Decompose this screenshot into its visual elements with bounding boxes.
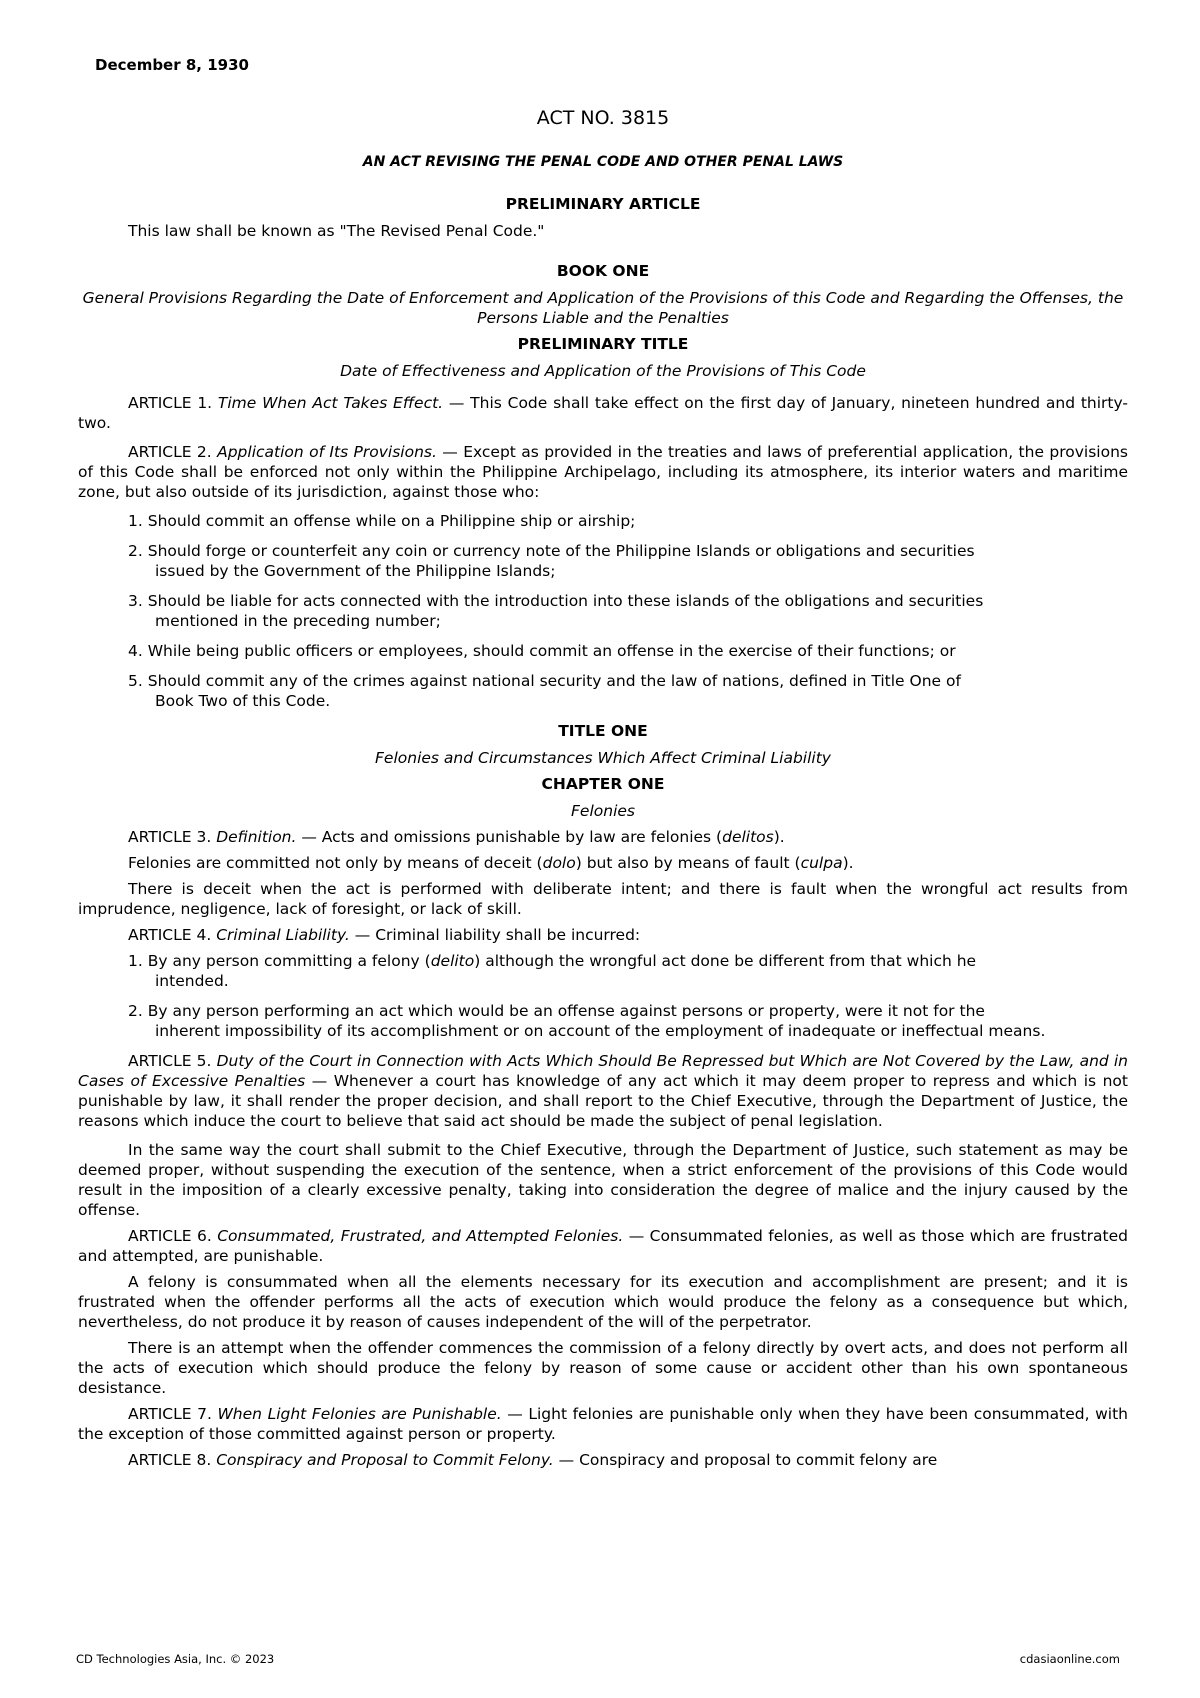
article-6-para-2: A felony is consummated when all the elements necessary for its execution and accomplishment are present; and it is frustrated when the offender performs all the acts of execution which would produce the felony as a consequence but which, nevertheless, do not produce it by reason of causes independent of the will of the perpetrator. — [78, 1273, 1128, 1331]
item-text-continued: mentioned in the preceding number; — [155, 612, 441, 630]
chapter-one-heading: CHAPTER ONE — [541, 775, 665, 793]
item-text: While being public officers or employees, should commit an offense in the exercise of their functions; or — [147, 642, 956, 660]
paragraph-text: ) but also by means of fault ( — [575, 854, 801, 872]
article-label: ARTICLE 1. — [128, 394, 213, 412]
item-number: 2. — [128, 1002, 143, 1020]
item-text: Should forge or counterfeit any coin or currency note of the Philippine Islands or obligations and securities — [147, 542, 975, 560]
paragraph-text: Felonies are committed not only by means of deceit ( — [128, 854, 543, 872]
item-text-continued: issued by the Government of the Philippine Islands; — [155, 562, 556, 580]
article-label: ARTICLE 3. — [128, 828, 212, 846]
preliminary-title-heading: PRELIMINARY TITLE — [517, 335, 689, 353]
article-5 — [78, 1051, 1128, 1131]
item-number: 3. — [128, 592, 143, 610]
item-number: 4. — [128, 642, 143, 660]
latin-term: culpa — [800, 854, 843, 872]
latin-term: delitos — [722, 828, 774, 846]
article-title: Criminal Liability. — [216, 926, 350, 944]
title-one-heading: TITLE ONE — [558, 722, 648, 740]
article-4 — [78, 925, 1128, 945]
footer-copyright: CD Technologies Asia, Inc. © 2023 — [76, 1652, 275, 1666]
item-number: 5. — [128, 672, 143, 690]
item-number: 1. — [128, 952, 143, 970]
article-1 — [78, 393, 1128, 433]
article-label: ARTICLE 4. — [128, 926, 212, 944]
article-5-para-2: In the same way the court shall submit to the Chief Executive, through the Department of Justice, such statement as may be deemed proper, without suspending the execution of the sentence, when a strict enforcement of the provisions of this Code would result in the imposition of a clearly excessive penalty, taking into consideration the degree of malice and the injury caused by the offense. — [78, 1141, 1128, 1219]
article-label: ARTICLE 7. — [128, 1405, 212, 1423]
list-item — [128, 1001, 1128, 1041]
list-item — [128, 671, 1128, 711]
document-date: December 8, 1930 — [95, 56, 249, 74]
article-title: Consummated, Frustrated, and Attempted Felonies. — [217, 1227, 624, 1245]
list-item — [128, 511, 1128, 531]
document-body — [78, 108, 1128, 1470]
article-3 — [78, 827, 1128, 847]
article-text: — Criminal liability shall be incurred: — [349, 926, 641, 944]
book-one-heading: BOOK ONE — [556, 262, 650, 280]
latin-term: dolo — [542, 854, 576, 872]
article-8 — [78, 1450, 1128, 1470]
preliminary-article-text: This law shall be known as "The Revised Penal Code." — [128, 222, 545, 240]
article-2 — [78, 442, 1128, 502]
article-label: ARTICLE 5. — [128, 1052, 212, 1070]
paragraph-text: ). — [842, 854, 854, 872]
item-number: 1. — [128, 512, 143, 530]
article-3-para-2 — [78, 853, 1128, 873]
list-item — [128, 951, 1128, 991]
article-title: Duty of the Court in Connection with Acts Which Should Be Repressed but Which are Not Covered by the Law, and in Cases of Excessive Penalties — [78, 1052, 1128, 1090]
book-one-subtitle: General Provisions Regarding the Date of Enforcement and Application of the Provisions of this Code and Regarding the Offenses, the Persons Liable and the Penalties — [82, 289, 1124, 327]
title-one-subtitle: Felonies and Circumstances Which Affect Criminal Liability — [375, 749, 831, 767]
article-2-list — [78, 511, 1128, 711]
article-label: ARTICLE 6. — [128, 1227, 212, 1245]
act-title: AN ACT REVISING THE PENAL CODE AND OTHER PENAL LAWS — [362, 154, 844, 170]
article-title: Conspiracy and Proposal to Commit Felony. — [216, 1451, 554, 1469]
preliminary-article-heading: PRELIMINARY ARTICLE — [505, 195, 701, 213]
article-7 — [78, 1404, 1128, 1444]
article-text: — This Code shall take effect on the first day of January, nineteen hundred and thirty-two. — [78, 394, 1128, 432]
article-6 — [78, 1226, 1128, 1266]
item-text: Should commit any of the crimes against national security and the law of nations, defined in Title One of — [147, 672, 961, 690]
article-text: — Acts and omissions punishable by law are felonies ( — [296, 828, 723, 846]
act-number: ACT NO. 3815 — [536, 107, 670, 129]
item-text-continued: intended. — [155, 972, 229, 990]
article-3-para-3: There is deceit when the act is performed with deliberate intent; and there is fault when the wrongful act results from imprudence, negligence, lack of foresight, or lack of skill. — [78, 880, 1128, 918]
article-title: When Light Felonies are Punishable. — [217, 1405, 502, 1423]
item-number: 2. — [128, 542, 143, 560]
list-item — [128, 641, 1128, 661]
article-label: ARTICLE 8. — [128, 1451, 212, 1469]
preliminary-title-subtitle: Date of Effectiveness and Application of the Provisions of This Code — [340, 362, 866, 380]
article-text: — Except as provided in the treaties and laws of preferential application, the provisions of this Code shall be enforced not only within the Philippine Archipelago, including its atmosphere, its interior waters and maritime zone, but also outside of its jurisdiction, against those who: — [78, 443, 1128, 501]
article-text: ). — [773, 828, 785, 846]
footer-website: cdasiaonline.com — [1019, 1652, 1120, 1666]
article-6-para-3: There is an attempt when the offender commences the commission of a felony directly by overt acts, and does not perform all the acts of execution which should produce the felony by reason of some cause or accident other than his own spontaneous desistance. — [78, 1339, 1128, 1397]
article-text: — Consummated felonies, as well as those which are frustrated and attempted, are punishable. — [78, 1227, 1129, 1265]
article-title: Definition. — [216, 828, 297, 846]
article-4-list — [78, 951, 1128, 1041]
item-text: ) although the wrongful act done be different from that which he — [474, 952, 977, 970]
chapter-one-subtitle: Felonies — [571, 802, 635, 820]
item-text: Should be liable for acts connected with the introduction into these islands of the obligations and securities — [147, 592, 984, 610]
item-text: By any person committing a felony ( — [147, 952, 431, 970]
article-title: Time When Act Takes Effect. — [217, 394, 444, 412]
article-title: Application of Its Provisions. — [217, 443, 437, 461]
item-text: Should commit an offense while on a Philippine ship or airship; — [147, 512, 636, 530]
item-text-continued: Book Two of this Code. — [155, 692, 331, 710]
latin-term: delito — [430, 952, 475, 970]
list-item — [128, 591, 1128, 631]
list-item — [128, 541, 1128, 581]
article-text: — Light felonies are punishable only when they have been consummated, with the exception of those committed against person or property. — [78, 1405, 1128, 1443]
article-text: — Whenever a court has knowledge of any act which it may deem proper to repress and which is not punishable by law, it shall render the proper decision, and shall report to the Chief Executive, through the Department of Justice, the reasons which induce the court to believe that said act should be made the subject of penal legislation. — [78, 1072, 1128, 1130]
item-text-continued: inherent impossibility of its accomplishment or on account of the employment of inadequate or ineffectual means. — [155, 1022, 1046, 1040]
item-text: By any person performing an act which would be an offense against persons or property, were it not for the — [147, 1002, 985, 1020]
article-label: ARTICLE 2. — [128, 443, 212, 461]
article-text: — Conspiracy and proposal to commit felony are — [553, 1451, 938, 1469]
